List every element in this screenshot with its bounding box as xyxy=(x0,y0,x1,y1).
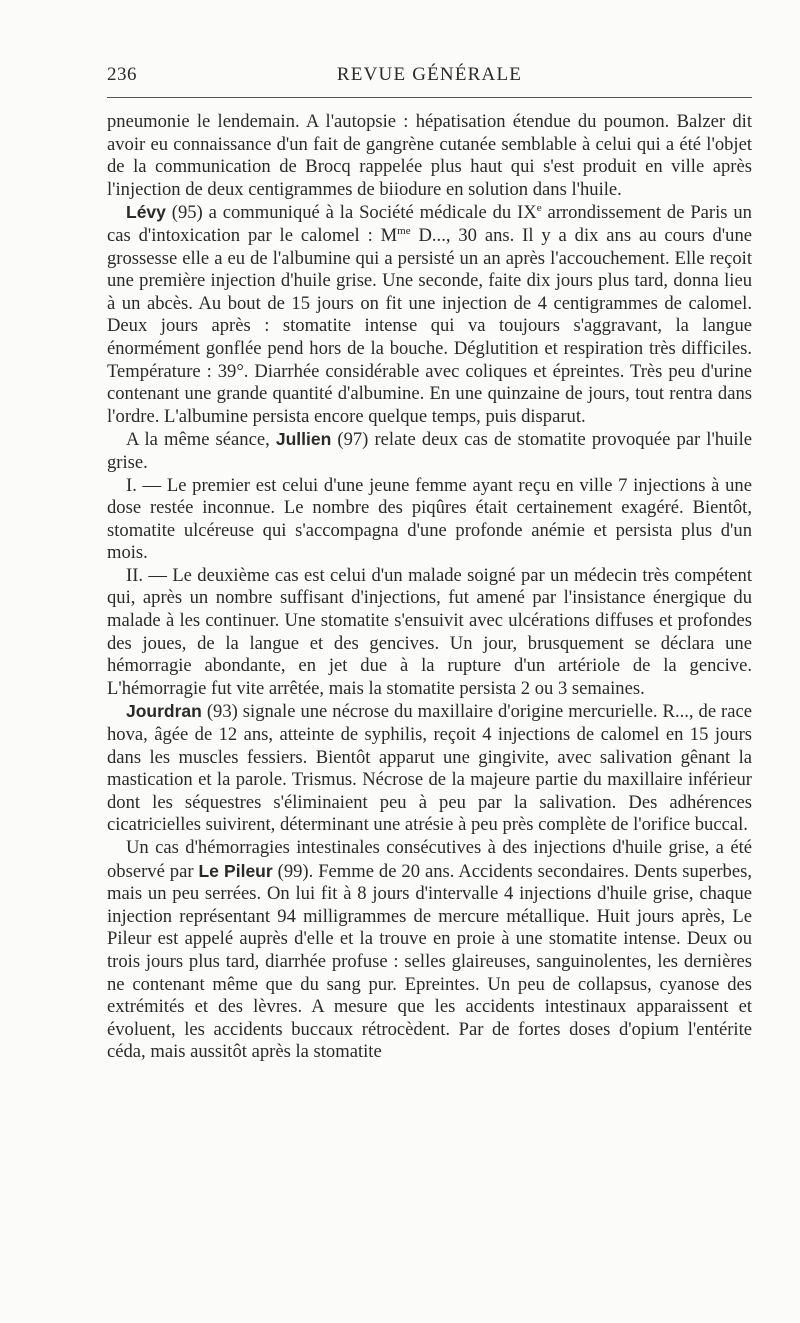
superscript-me: me xyxy=(397,224,411,237)
paragraph-balzer: pneumonie le lendemain. A l'autopsie : hépatisation étendue du poumon. Balzer dit avoir eu connaissance d'un fait de gangrène cutanée semblable à celui qui a été l'objet de la communication de Brocq rappelée plus haut qui s'est produit en ville après l'injection de deux centigrammes de biiodure en solution dans l'huile. xyxy=(107,111,752,200)
author-jullien: Jullien xyxy=(275,429,332,450)
header-rule xyxy=(107,97,752,98)
running-head xyxy=(107,56,752,90)
le-pileur-text-rest: (99). Femme de 20 ans. Accidents secondaires. Dents superbes, mais un peu serrées. On lui fit à 8 jours d'intervalle 4 injections d'huile grise, chaque injection représentant 94 milligrammes de mercure métallique. Huit jours après, Le Pileur est appelé auprès d'elle et la trouve en proie à une stomatite intense. Deux ou trois jours plus tard, diarrhée profuse : selles glaireuses, sanguinolentes, les dernières ne contenant même que du sang pur. Epreintes. Un peu de collapsus, cyanose des extrémités et des lèvres. A mesure que les accidents intestinaux apparaissent et évoluent, les accidents buccaux rétrocèdent. Par de fortes doses d'opium l'entérite céda, mais aussitôt après la stomatite xyxy=(107,860,752,1063)
jullien-text-rest: (97) relate deux cas de stomatite provoquée par l'huile grise. xyxy=(107,429,752,473)
author-le-pileur: Le Pileur xyxy=(198,860,273,881)
author-levy: Lévy xyxy=(126,202,166,223)
paragraph-case-two: II. — Le deuxième cas est celui d'un malade soigné par un médecin très compétent qui, après un nombre suffisant d'injections, fut amené par l'insistance énergique du malade à les continuer. Une stomatite s'ensuivit avec ulcérations diffuses et profondes des joues, de la langue et des gencives. Un jour, brusquement se déclara une hémorragie abondante, en jet due à la rupture d'un artériole de la gencive. L'hémorragie fut vite arrêtée, mais la stomatite persista 2 ou 3 semaines. xyxy=(107,564,752,699)
paragraph-le-pileur xyxy=(107,837,752,1064)
journal-title: REVUE GÉNÉRALE xyxy=(336,64,523,85)
paragraph-case-one: I. — Le premier est celui d'une jeune femme ayant reçu en ville 7 injections à une dose restée inconnue. Le nombre des piqûres était certainement exagéré. Bientôt, stomatite ulcéreuse qui s'accompagna d'une profonde anémie et persista plus d'un mois. xyxy=(107,474,752,564)
page-number: 236 xyxy=(107,64,137,85)
paragraph-jourdran xyxy=(107,700,752,837)
jourdran-text: (93) signale une nécrose du maxillaire d'origine mercurielle. R..., de race hova, âgée de 12 ans, atteinte de syphilis, reçoit 4 injections de calomel en 15 jours dans les muscles fessiers. Bientôt apparut une gingivite, avec salivation gênant la mastication et la parole. Trismus. Nécrose de la majeure partie du maxillaire inférieur dont les séquestres s'éliminaient peu à peu par la salivation. Des adhérences cicatricielles suivirent, déterminant une atrésie à peu près complète de l'orifice buccal. xyxy=(107,701,752,836)
article-body xyxy=(107,111,752,1064)
paragraph-levy xyxy=(107,201,752,428)
journal-page xyxy=(107,56,752,1064)
paragraph-jullien xyxy=(107,428,752,474)
superscript-e: e xyxy=(536,202,542,215)
levy-text-middle: arrondissement de Paris un cas d'intoxication par le calomel : M xyxy=(107,202,752,246)
author-jourdran: Jourdran xyxy=(126,701,202,722)
levy-text-start: (95) a communiqué à la Société médicale du IX xyxy=(165,202,537,224)
le-pileur-text-start: Un cas d'hémorragies intestinales consécutives à des injections d'huile grise, a été observé par xyxy=(107,837,752,882)
jullien-text-start: A la même séance, xyxy=(126,429,276,451)
levy-text-rest: D..., 30 ans. Il y a dix ans au cours d'une grossesse elle a eu de l'albumine qui a persisté un an après l'accouchement. Elle reçoit une première injection d'huile grise. Une seconde, faite dix jours plus tard, donna lieu à un abcès. Au bout de 15 jours on fit une injection de 4 centigrammes de calomel. Deux jours après : stomatite intense qui va toujours s'aggravant, la langue énormément gonflée pend hors de la bouche. Déglutition et respiration très difficiles. Température : 39°. Diarrhée considérable avec coliques et épreintes. Très peu d'urine contenant une grande quantité d'albumine. En une quinzaine de jours, tout rentra dans l'ordre. L'albumine persista encore quelque temps, puis disparut. xyxy=(107,224,753,427)
